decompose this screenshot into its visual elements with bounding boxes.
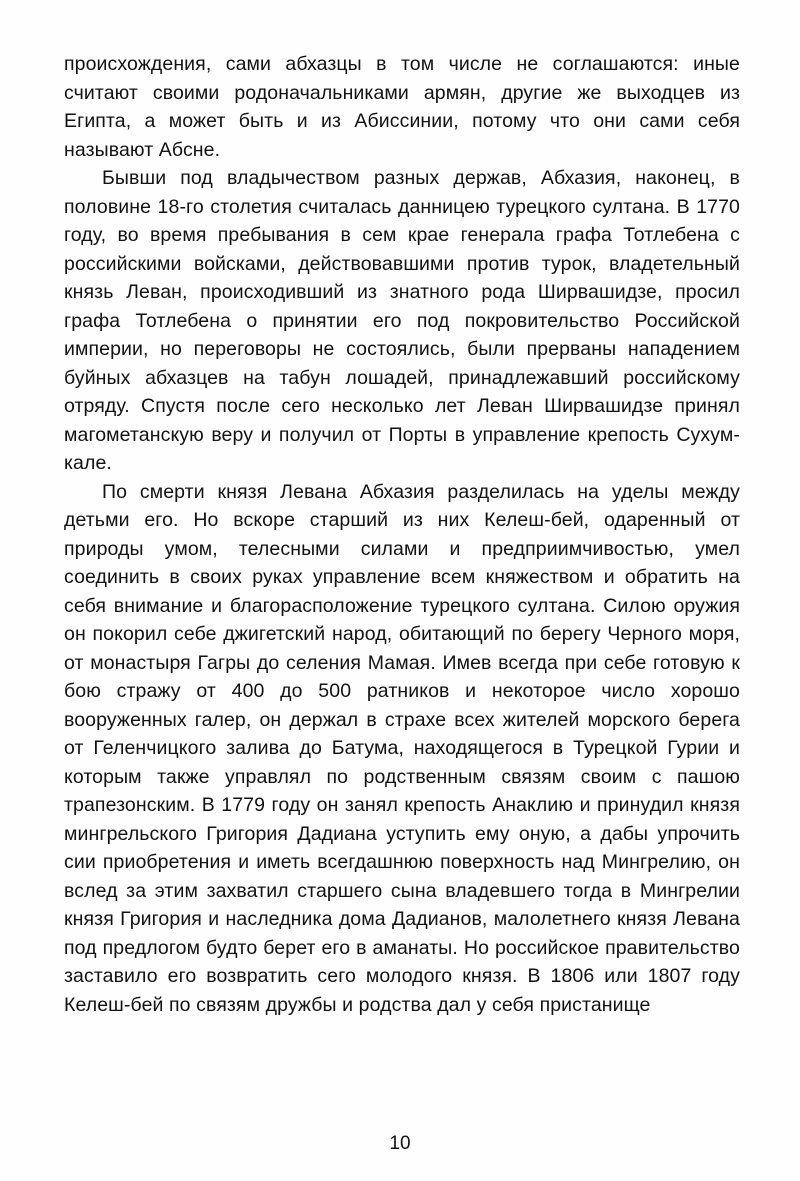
page-text (64, 50, 740, 1019)
paragraph: По смерти князя Левана Абхазия разделилась на уделы между детьми его. Но вскоре старший из них Келеш-бей, одаренный от природы умом, телесными силами и предприимчивостью, умел соединить в своих руках управление всем княжеством и обратить на себя внимание и благорасположение турецкого султана. Силою оружия он покорил себе джигетский народ, обитающий по берегу Черного моря, от монастыря Гагры до селения Мамая. Имев всегда при себе готовую к бою стражу от 400 до 500 ратников и некоторое число хорошо вооруженных галер, он держал в страхе всех жителей морского берега от Геленчицкого залива до Батума, находящегося в Турецкой Гурии и которым также управлял по родственным связям своим с пашою трапезонским. В 1779 году он занял крепость Анаклию и принудил князя мингрельского Григория Дадиана уступить ему оную, а дабы упрочить сии приобретения и иметь всегдашнюю поверхность над Мингрелию, он вслед за этим захватил старшего сына владевшего тогда в Мингрелии князя Григория и наследника дома Дадианов, малолетнего князя Левана под предлогом будто берет его в аманаты. Но российское правительство заставило его возвратить сего молодого князя. В 1806 или 1807 году Келеш-бей по связям дружбы и родства дал у себя пристанище (64, 480, 740, 1016)
paragraph: Бывши под владычеством разных держав, Абхазия, наконец, в половине 18-го столетия считалась данницею турецкого султана. В 1770 году, во время пребывания в сем крае генерала графа Тотлебена с российскими войсками, действовавшими против турок, владетельный князь Леван, происходивший из знатного рода Ширвашидзе, просил графа Тотлебена о принятии его под покровительство Российской империи, но переговоры не состоялись, были прерваны нападением буйных абхазцев на табун лошадей, принадлежавший российскому отряду. Спустя после сего несколько лет Леван Ширвашидзе принял магометанскую веру и получил от Порты в управление крепость Сухум-кале. (64, 167, 740, 474)
paragraph-continuation: происхождения, сами абхазцы в том числе не соглашаются: иные считают своими родоначальниками армян, другие же выходцев из Египта, а может быть и из Абиссинии, потому что они сами себя называют Абсне. (64, 53, 740, 161)
page-number: 10 (389, 1133, 411, 1154)
